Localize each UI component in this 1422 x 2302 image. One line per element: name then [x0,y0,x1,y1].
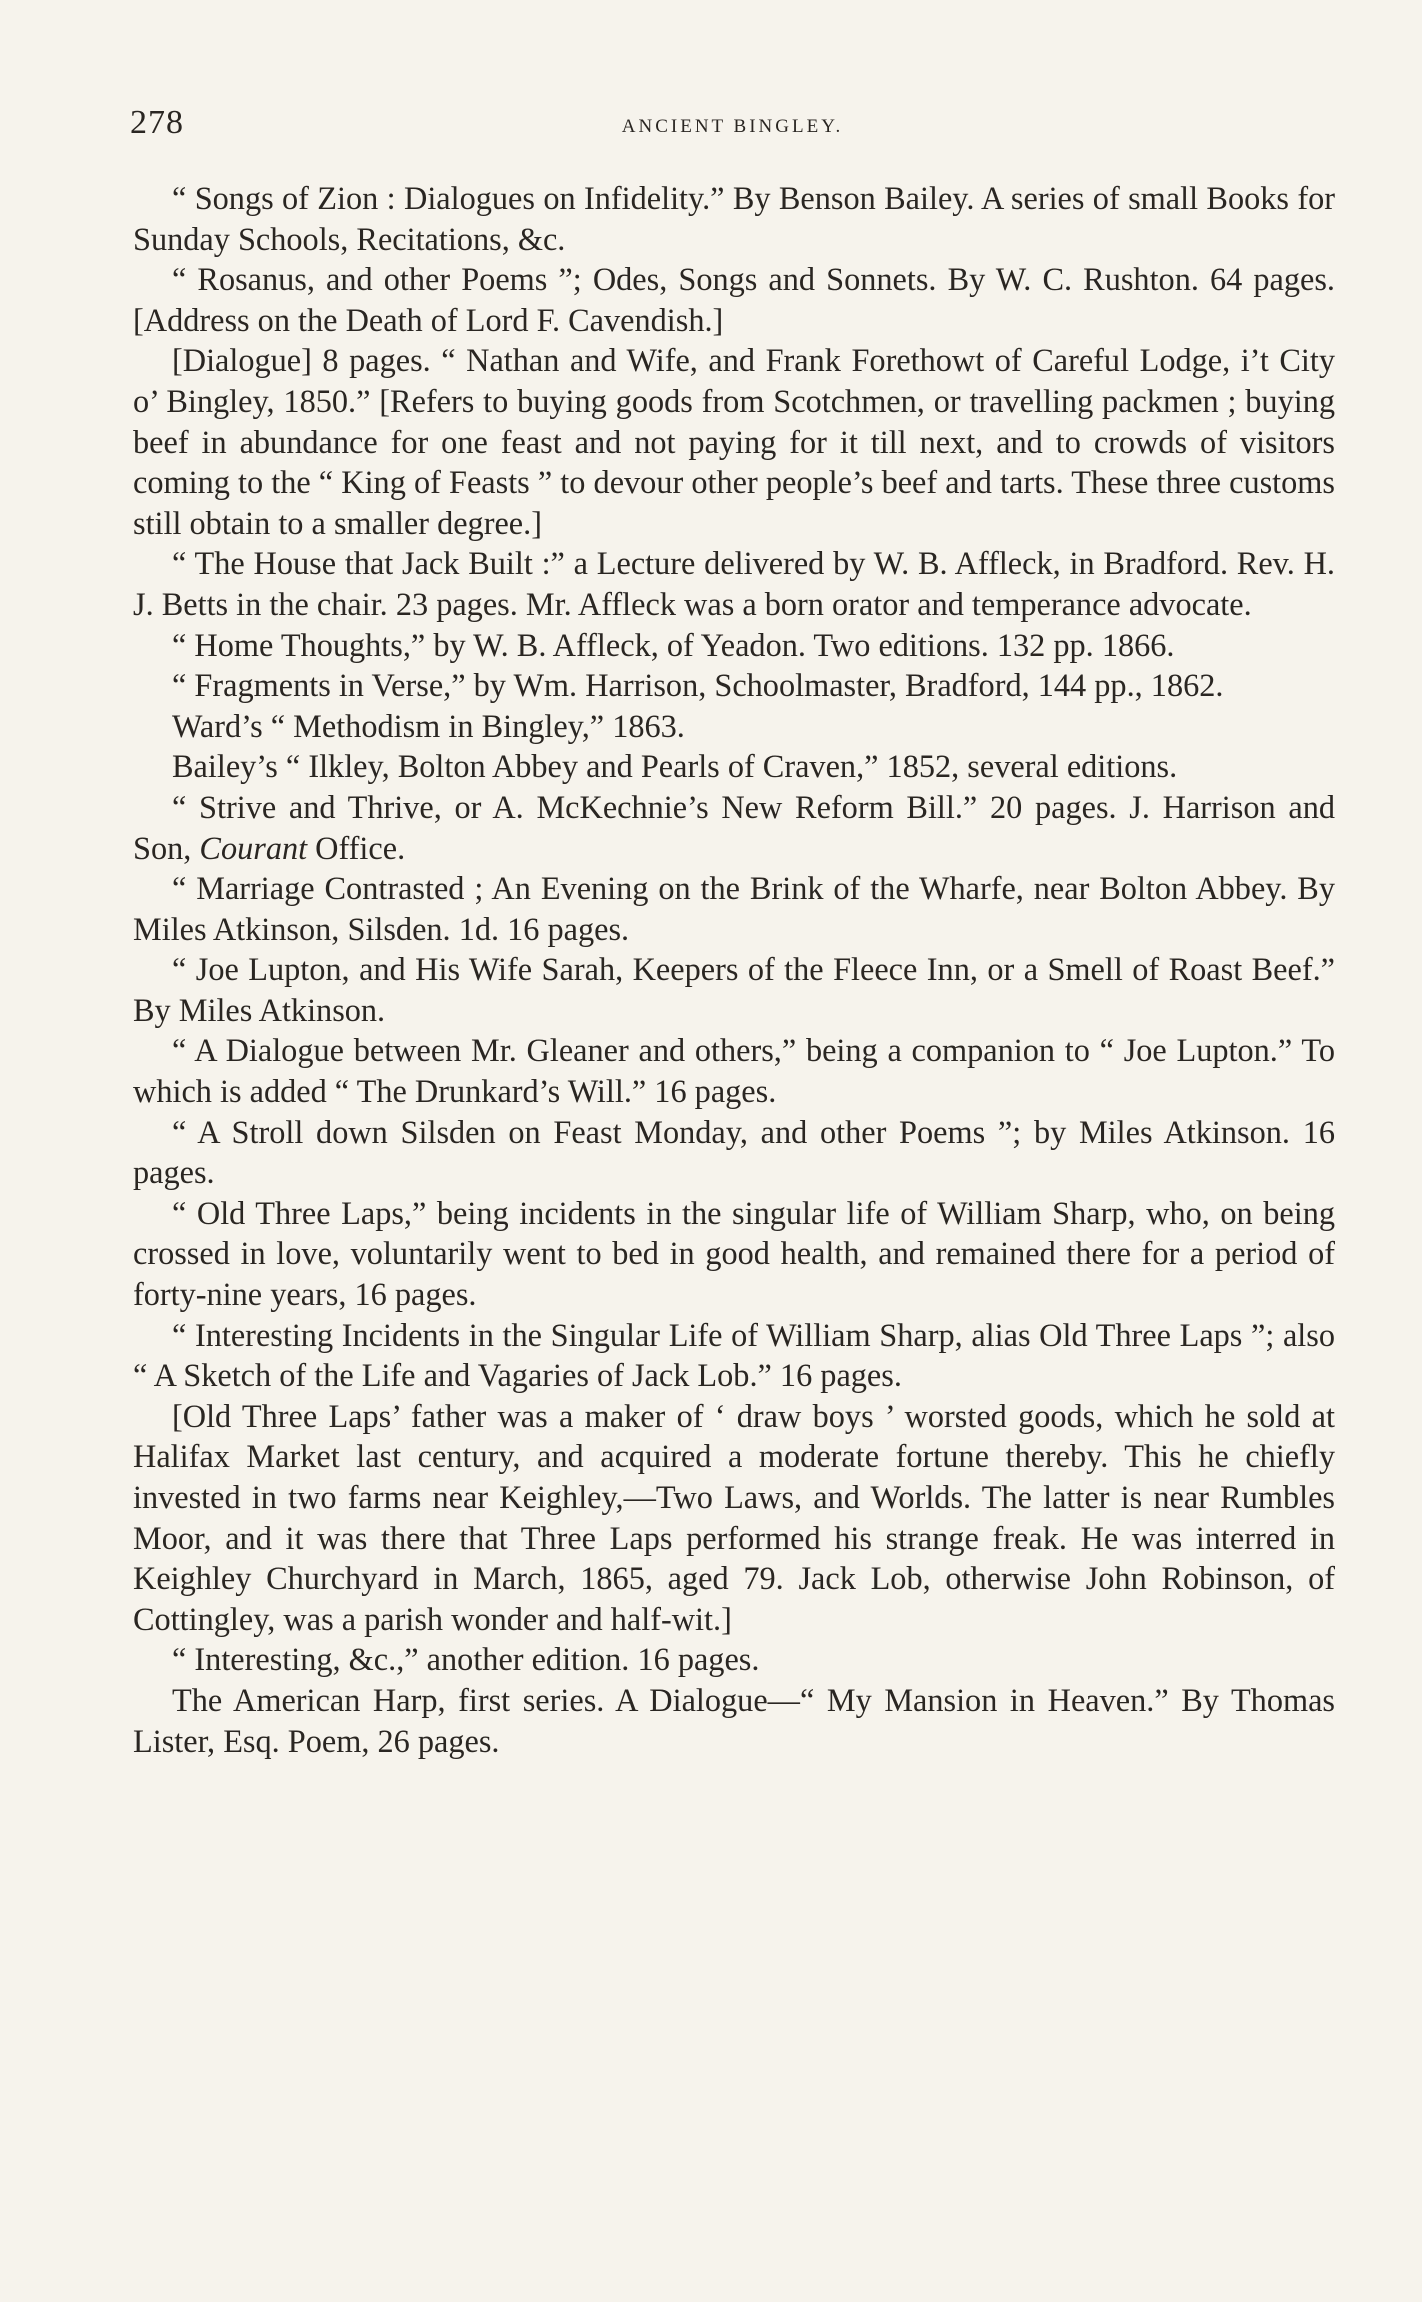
paragraph-home-thoughts: “ Home Thoughts,” by W. B. Affleck, of Yeadon. Two editions. 132 pp. 1866. [172,626,1175,663]
paragraph-dialogue-nathan: [Dialogue] 8 pages. “ Nathan and Wife, and Frank Forethowt of Careful Lodge, i’t City o’ Bingley, 1850.” [Refers to buying goods from Scotchmen, or travelling packmen ; buying beef in abundance for one feast and not paying for it till next, and to crowds of visitors coming to the “ King of Feasts ” to devour other people’s beef and tarts. These three customs still obtain to a smaller degree.] [133,342,1335,541]
paragraph-joe-lupton: “ Joe Lupton, and His Wife Sarah, Keepers of the Fleece Inn, or a Smell of Roast Beef.” By Miles Atkinson. [133,951,1335,1028]
paragraph-house-jack-built: “ The House that Jack Built :” a Lecture delivered by W. B. Affleck, in Bradford. Rev. H. J. Betts in the chair. 23 pages. Mr. Affleck was a born orator and temperance advocate. [133,545,1335,622]
paragraph-american-harp: The American Harp, first series. A Dialogue—“ My Mansion in Heaven.” By Thomas Lister, Esq. Poem, 26 pages. [133,1681,1335,1759]
paragraph-strive-and-thrive [133,787,1335,868]
paragraph-ilkley: Bailey’s “ Ilkley, Bolton Abbey and Pearls of Craven,” 1852, several editions. [172,748,1178,785]
page-number: 278 [130,104,184,141]
paragraph-rosanus: “ Rosanus, and other Poems ”; Odes, Songs and Sonnets. By W. C. Rushton. 64 pages. [Address on the Death of Lord F. Cavendish.] [133,261,1335,338]
paragraph-three-laps-father: [Old Three Laps’ father was a maker of ‘ draw boys ’ worsted goods, which he sold at Halifax Market last century, and acquired a moderate fortune thereby. This he chiefly invested in two farms near Keighley,—Two Laws, and Worlds. The latter is near Rumbles Moor, and it was there that Three Laps performed his strange freak. He was interred in Keighley Churchyard in March, 1865, aged 79. Jack Lob, otherwise John Robinson, of Cottingley, was a parish wonder and half-wit.] [133,1397,1335,1637]
paragraph-methodism: Ward’s “ Methodism in Bingley,” 1863. [172,707,685,744]
courant-italic: Courant [199,829,308,866]
paragraph-another-edition: “ Interesting, &c.,” another edition. 16 pages. [172,1641,760,1678]
body-text [133,178,1335,1761]
paragraph-marriage-contrasted: “ Marriage Contrasted ; An Evening on the Brink of the Wharfe, near Bolton Abbey. By Miles Atkinson, Silsden. 1d. 16 pages. [133,870,1335,947]
paragraph-old-three-laps: “ Old Three Laps,” being incidents in the singular life of William Sharp, who, on being crossed in love, voluntarily went to bed in good health, and remained there for a period of forty-nine years, 16 pages. [133,1194,1335,1313]
running-head: ANCIENT BINGLEY. [621,116,844,137]
paragraph-songs-of-zion: “ Songs of Zion : Dialogues on Infidelity.” By Benson Bailey. A series of small Books for Sunday Schools, Recitations, &c. [133,180,1335,257]
paragraph-fragments-in-verse: “ Fragments in Verse,” by Wm. Harrison, Schoolmaster, Bradford, 144 pp., 1862. [172,667,1224,704]
paragraph-stroll-silsden: “ A Stroll down Silsden on Feast Monday, and other Poems ”; by Miles Atkinson. 16 pages. [133,1113,1335,1191]
strive-text-before: “ Strive and Thrive, or A. McKechnie’s New Reform Bill.” 20 pages. J. Harrison and Son, [133,788,1335,866]
paragraph-interesting-incidents: “ Interesting Incidents in the Singular Life of William Sharp, alias Old Three Laps ”; also “ A Sketch of the Life and Vagaries of Jack Lob.” 16 pages. [133,1316,1335,1394]
paragraph-dialogue-gleaner: “ A Dialogue between Mr. Gleaner and others,” being a companion to “ Joe Lupton.” To which is added “ The Drunkard’s Will.” 16 pages. [133,1032,1335,1110]
strive-text-after: Office. [307,829,406,866]
page-header [130,104,1335,154]
